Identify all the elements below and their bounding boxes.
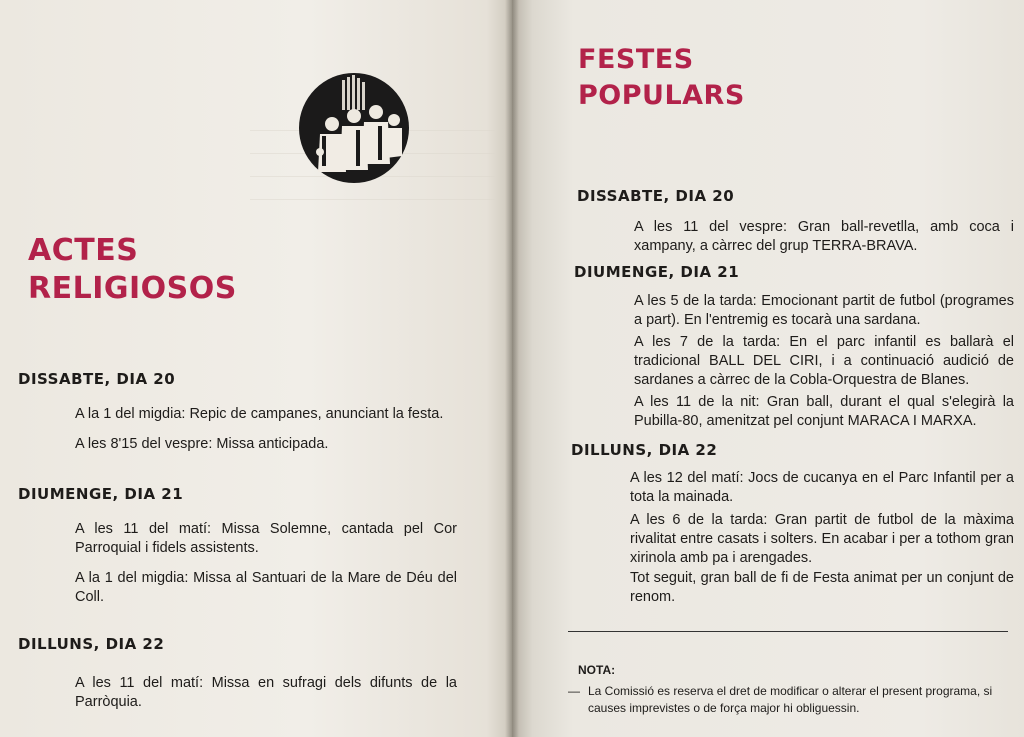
right-day-heading: DISSABTE, DIA 20 [577, 187, 735, 205]
left-entry: A la 1 del migdia: Missa al Santuari de la Mare de Déu del Coll. [75, 570, 457, 605]
left-entry: A les 11 del matí: Missa Solemne, cantada pel Cor Parroquial i fidels assistents. [75, 521, 457, 556]
left-entry: A les 8'15 del vespre: Missa anticipada. [75, 436, 329, 452]
nota-label: NOTA: [578, 663, 616, 677]
right-title-line-1: FESTES [578, 44, 694, 75]
left-page-title [28, 232, 237, 308]
right-entry: A les 7 de la tarda: En el parc infantil es ballarà el tradicional BALL DEL CIRI, i a continuació audició de sardanes a càrrec de la Cobla-Orquestra de Blanes. [634, 334, 1014, 388]
nota-line-1: La Comissió es reserva el dret de modificar o alterar el present programa, si [588, 684, 993, 698]
nota-dash: — [568, 684, 580, 698]
right-day-heading: DILLUNS, DIA 22 [571, 441, 718, 459]
divider-rule [568, 631, 1008, 632]
right-entry: A les 11 del vespre: Gran ball-revetlla, amb coca i xampany, a càrrec del grup TERRA-BRAVA. [634, 219, 1014, 254]
book-gutter [505, 0, 519, 737]
left-entry: A la 1 del migdia: Repic de campanes, anunciant la festa. [75, 406, 444, 422]
right-page-title [578, 42, 745, 114]
left-day-heading: DILLUNS, DIA 22 [18, 635, 165, 653]
right-entry: A les 12 del matí: Jocs de cucanya en el Parc Infantil per a tota la mainada. [630, 470, 1014, 505]
left-title-line-2: RELIGIOSOS [28, 271, 237, 306]
right-entry: A les 11 de la nit: Gran ball, durant el qual s'elegirà la Pubilla-80, amenitzat pel conjunt MARACA I MARXA. [634, 394, 1014, 429]
right-entry: Tot seguit, gran ball de fi de Festa animat per un conjunt de renom. [630, 570, 1014, 605]
choir-illustration [298, 72, 410, 184]
right-entry: A les 5 de la tarda: Emocionant partit de futbol (programes a part). En l'entremig es tocarà una sardana. [634, 293, 1014, 328]
left-day-heading: DIUMENGE, DIA 21 [18, 485, 184, 503]
right-entry: A les 6 de la tarda: Gran partit de futbol de la màxima rivalitat entre casats i solters. En acabar i per a tothom gran xirinola amb pa i arengades. [630, 512, 1014, 566]
nota-text [568, 683, 1018, 717]
right-day-heading: DIUMENGE, DIA 21 [574, 263, 740, 281]
nota-line-2: causes imprevistes o de força major hi obliguessin. [588, 701, 860, 715]
left-title-line-1: ACTES [28, 233, 139, 268]
left-entry: A les 11 del matí: Missa en sufragi dels difunts de la Parròquia. [75, 675, 457, 710]
left-day-heading: DISSABTE, DIA 20 [18, 370, 176, 388]
right-title-line-2: POPULARS [578, 80, 745, 111]
